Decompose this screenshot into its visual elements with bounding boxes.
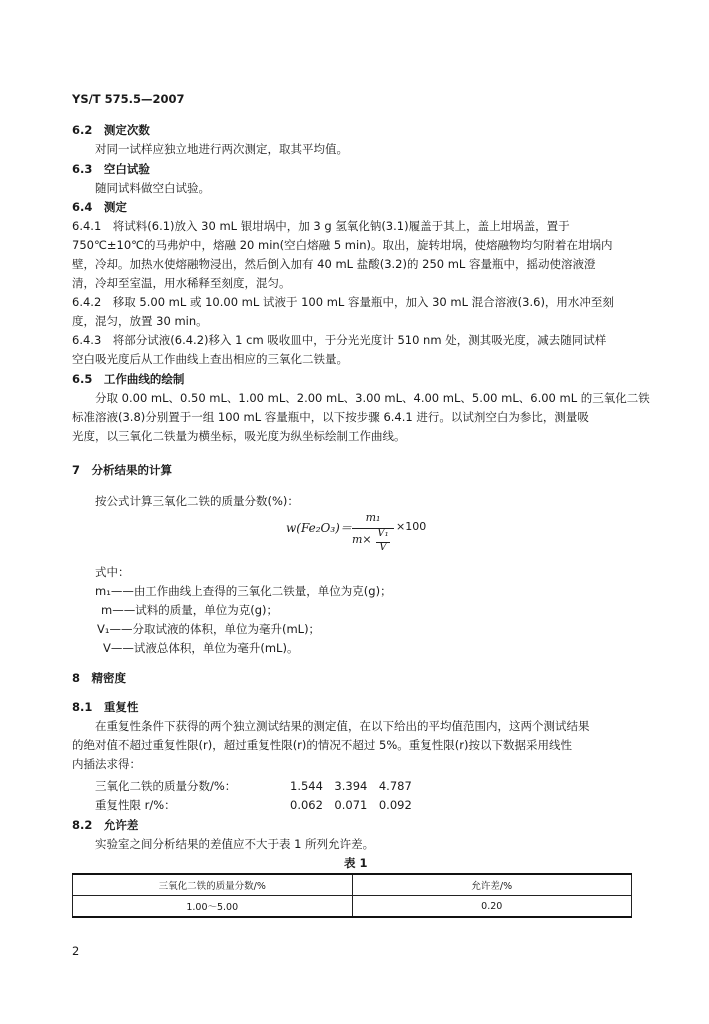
definition-v: V——试液总体积，单位为毫升(mL)。 <box>103 641 299 655</box>
heading-8-2: 8.2 允许差 <box>72 818 139 832</box>
repeatability-limit-values: 0.062 0.071 0.092 <box>290 798 412 812</box>
para-6-4-3-line: 空白吸光度后从工作曲线上查出相应的三氧化二铁量。 <box>72 352 348 366</box>
formula-inner-numerator: V₁ <box>377 528 389 539</box>
definition-m1: m₁——由工作曲线上查得的三氧化二铁量，单位为克(g)； <box>95 584 392 598</box>
heading-6-3: 6.3 空白试验 <box>72 162 150 176</box>
para-6-4-2-line: 6.4.2 移取 5.00 mL 或 10.00 mL 试液于 100 mL 容量瓶中，加入 30 mL 混合溶液(3.6)，用水冲至刻 <box>72 295 614 309</box>
formula-inner-denominator: V <box>379 542 387 553</box>
para-6-4-3-line: 6.4.3 将部分试液(6.4.2)移入 1 cm 吸收皿中，于分光光度计 510 nm 处，测其吸光度，减去随同试样 <box>72 333 607 347</box>
heading-6-4: 6.4 测定 <box>72 200 127 214</box>
para-6-5-line: 标准溶液(3.8)分别置于一组 100 mL 容量瓶中，以下按步骤 6.4.1 进行。以试剂空白为参比，测量吸 <box>72 410 589 424</box>
table-title: 表 1 <box>344 856 368 870</box>
table-header-cell: 三氧化二铁的质量分数/% <box>73 874 353 896</box>
body-6-2: 对同一试样应独立地进行两次测定，取其平均值。 <box>95 142 348 156</box>
table-cell: 1.00～5.00 <box>73 896 353 918</box>
heading-6-2: 6.2 测定次数 <box>72 123 150 137</box>
definition-v1: V₁——分取试液的体积，单位为毫升(mL)； <box>97 622 321 636</box>
para-8-1-line: 内插法求得： <box>72 757 141 771</box>
para-8-1-line: 的绝对值不超过重复性限(r)，超过重复性限(r)的情况不超过 5%。重复性限(r)按以下数据采用线性 <box>72 738 572 752</box>
heading-8-1: 8.1 重复性 <box>72 700 139 714</box>
repeatability-label: 三氧化二铁的质量分数/%： <box>95 779 237 793</box>
para-6-5-line: 分取 0.00 mL、0.50 mL、1.00 mL、2.00 mL、3.00 mL、4.00 mL、5.00 mL、6.00 mL 的三氧化二铁 <box>95 391 650 405</box>
para-6-4-1-line: 6.4.1 将试料(6.1)放入 30 mL 银坩埚中，加 3 g 氢氧化钠(3.1)履盖于其上，盖上坩埚盖，置于 <box>72 219 570 233</box>
formula-numerator: m₁ <box>365 511 381 524</box>
page-number: 2 <box>72 944 80 958</box>
formula-den-prefix: m× <box>352 533 372 546</box>
body-8-2: 实验室之间分析结果的差值应不大于表 1 所列允许差。 <box>95 837 375 851</box>
formula-intro: 按公式计算三氧化二铁的质量分数(%)： <box>95 494 299 508</box>
para-8-1-line: 在重复性条件下获得的两个独立测试结果的测定值，在以下给出的平均值范围内，这两个测试结果 <box>95 719 590 733</box>
heading-7: 7 分析结果的计算 <box>72 463 173 477</box>
heading-6-5: 6.5 工作曲线的绘制 <box>72 372 185 386</box>
table-header-row <box>73 874 632 896</box>
where-label: 式中： <box>95 565 130 579</box>
table-row <box>73 896 632 918</box>
table-header-cell: 允许差/% <box>352 874 632 896</box>
formula-lhs: w(Fe₂O₃)＝ <box>286 521 352 535</box>
heading-8: 8 精密度 <box>72 671 127 685</box>
para-6-4-2-line: 度，混匀，放置 30 min。 <box>72 314 208 328</box>
repeatability-limit-label: 重复性限 r/%： <box>95 798 176 812</box>
table-cell: 0.20 <box>352 896 632 918</box>
standard-id: YS/T 575.5—2007 <box>72 92 185 106</box>
body-6-3: 随同试料做空白试验。 <box>95 181 210 195</box>
repeatability-values: 1.544 3.394 4.787 <box>290 779 412 793</box>
para-6-4-1-line: 清，冷却至室温，用水稀释至刻度，混匀。 <box>72 276 291 290</box>
para-6-5-line: 光度，以三氧化二铁量为横坐标，吸光度为纵坐标绘制工作曲线。 <box>72 429 406 443</box>
definition-m: m——试料的质量，单位为克(g)； <box>101 603 278 617</box>
para-6-4-1-line: 壁，冷却。加热水使熔融物浸出，然后倒入加有 40 mL 盐酸(3.2)的 250 mL 容量瓶中，摇动使溶液澄 <box>72 257 596 271</box>
tolerance-table <box>72 873 632 918</box>
formula-suffix: ×100 <box>396 520 427 533</box>
para-6-4-1-line: 750℃±10℃的马弗炉中，熔融 20 min(空白熔融 5 min)。取出，旋转坩埚，使熔融物均匀附着在坩埚内 <box>72 238 613 252</box>
